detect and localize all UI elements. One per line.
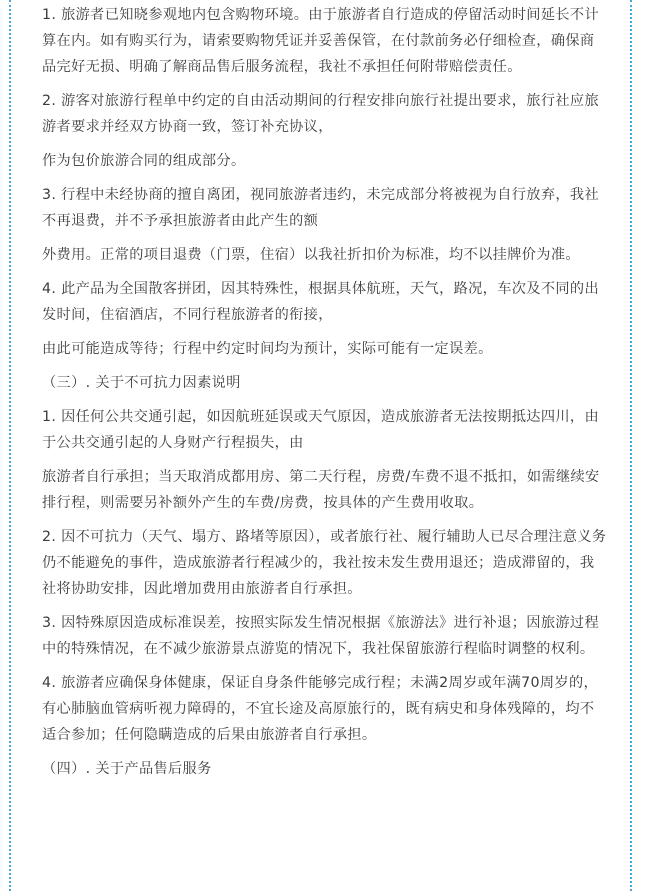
paragraph-waiting: 由此可能造成等待；行程中约定时间均为预计，实际可能有一定误差。 [42,341,493,357]
paragraph-health: 4. 旅游者应确保身体健康，保证自身条件能够完成行程；未满2周岁或年满70周岁的，有心肺脑血管病听视力障碍的，不宜长途及高原旅行的，既有病史和身体残障的，均不适合参加；任何隐瞒造成的后果由旅游者自行承担。 [42,675,599,743]
paragraph-force-majeure: 2. 因不可抗力（天气、塌方、路堵等原因），或者旅行社、履行辅助人已尽合理注意义务仍不能避免的事件，造成旅游者行程减少的，我社按未发生费用退还；造成滞留的，我社将协助安排，因此增加费用由旅游者自行承担。 [42,529,607,597]
section-heading-force-majeure: （三）. 关于不可抗力因素说明 [42,375,241,391]
paragraph-special-reasons: 3. 因特殊原因造成标准误差，按照实际发生情况根据《旅游法》进行补退；因旅游过程中的特殊情况，在不减少旅游景点游览的情况下，我社保留旅游行程临时调整的权利。 [42,615,599,657]
paragraph-contract-part: 作为包价旅游合同的组成部分。 [42,153,246,169]
paragraph-leaving-group: 3. 行程中未经协商的擅自离团，视同旅游者违约，未完成部分将被视为自行放弃，我社不再退费，并不予承担旅游者由此产生的额 [42,187,599,229]
paragraph-shopping-notice: 1. 旅游者已知晓参观地内包含购物环境。由于旅游者自行造成的停留活动时间延长不计算在内。如有购买行为，请索要购物凭证并妥善保管，在付款前务必仔细检查，确保商品完好无损、明确了解商品售后服务流程，我社不承担任何附带赔偿责任。 [42,7,599,75]
paragraph-self-bear: 旅游者自行承担；当天取消成都用房、第二天行程，房费/车费不退不抵扣，如需继续安排行程，则需要另补额外产生的车费/房费，按具体的产生费用收取。 [42,469,600,511]
paragraph-group-tour: 4. 此产品为全国散客拼团，因其特殊性，根据具体航班，天气，路况，车次及不同的出发时间，住宿酒店，不同行程旅游者的衔接， [42,281,599,323]
paragraph-refund-standard: 外费用。正常的项目退费（门票，住宿）以我社折扣价为标准，均不以挂牌价为准。 [42,247,580,263]
paragraph-free-activity: 2. 游客对旅游行程单中约定的自由活动期间的行程安排向旅行社提出要求，旅行社应旅游者要求并经双方协商一致，签订补充协议， [42,93,599,135]
right-dotted-border [630,0,632,891]
left-dotted-border [9,0,11,891]
paragraph-public-transport: 1. 因任何公共交通引起，如因航班延误或天气原因，造成旅游者无法按期抵达四川，由于公共交通引起的人身财产行程损失，由 [42,409,599,451]
section-heading-after-sales: （四）. 关于产品售后服务 [42,761,212,777]
document-body [42,2,608,790]
